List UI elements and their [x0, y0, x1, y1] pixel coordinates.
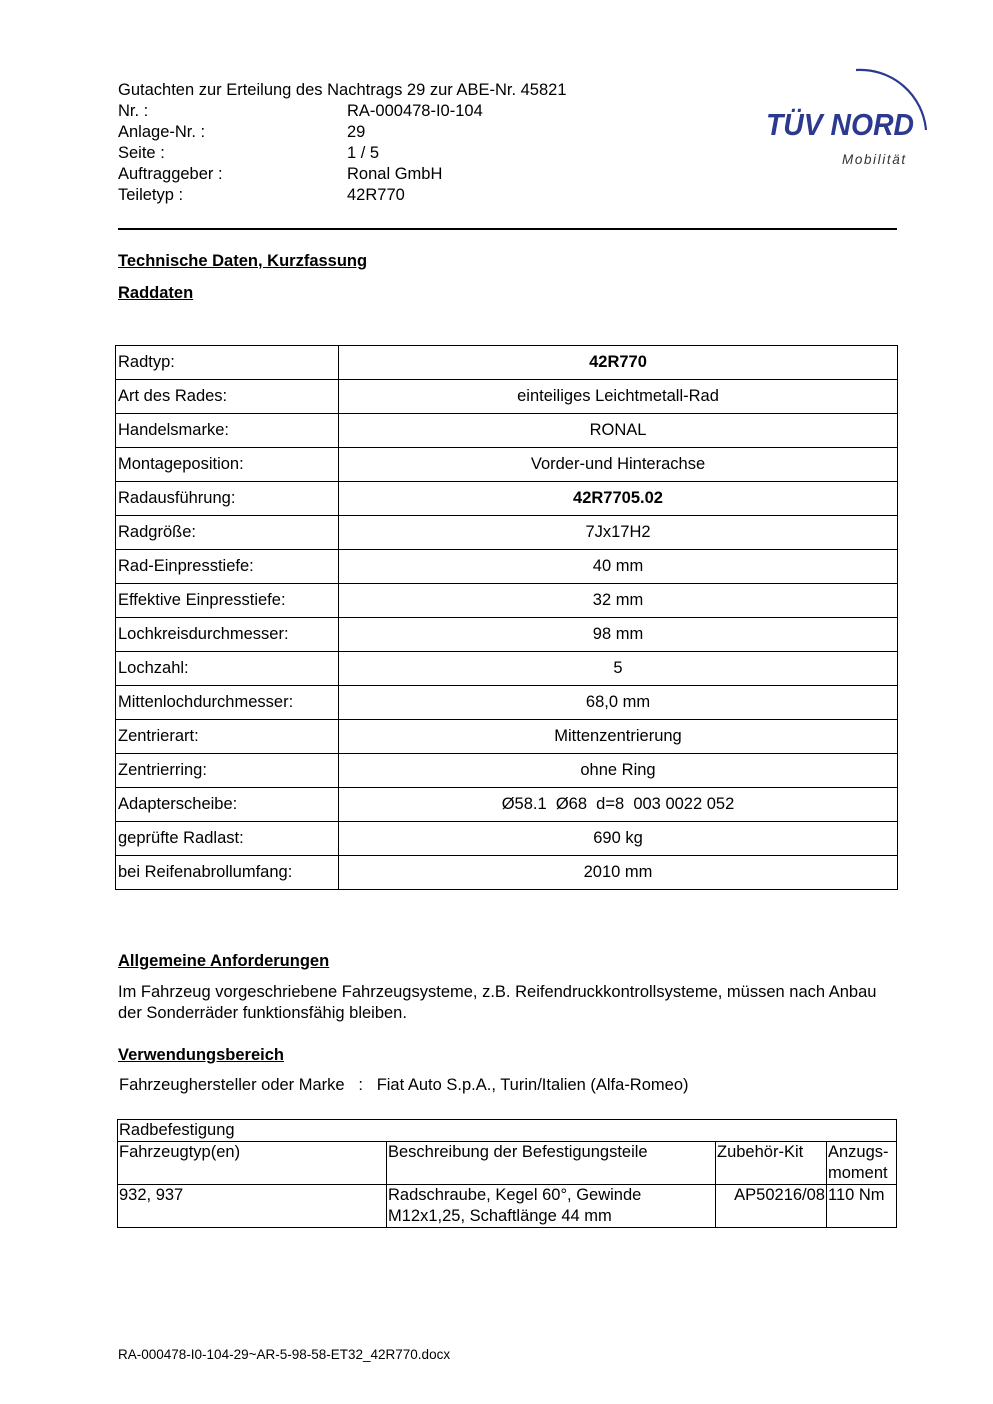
table-title-row [118, 1120, 897, 1142]
row-label: Adapterscheibe: [116, 788, 339, 822]
column-header: Zubehör-Kit [716, 1142, 827, 1185]
row-value: 5 [339, 652, 898, 686]
row-value: Ø58.1 Ø68 d=8 003 0022 052 [339, 788, 898, 822]
header-row [118, 164, 567, 185]
header-row [118, 143, 567, 164]
row-label: Radtyp: [116, 346, 339, 380]
row-label: Radausführung: [116, 482, 339, 516]
header-row [118, 185, 567, 206]
row-value: einteiliges Leichtmetall-Rad [339, 380, 898, 414]
column-header: Fahrzeugtyp(en) [118, 1142, 387, 1185]
document-title: Gutachten zur Erteilung des Nachtrags 29 zur ABE-Nr. 45821 [118, 81, 567, 99]
row-label: Radgröße: [116, 516, 339, 550]
header-value: 29 [347, 123, 366, 141]
row-label: Lochkreisdurchmesser: [116, 618, 339, 652]
header-row [118, 122, 567, 143]
tuv-nord-logo [760, 56, 950, 176]
header-label: Auftraggeber : [118, 165, 223, 183]
row-value: Vorder-und Hinterachse [339, 448, 898, 482]
column-header: Anzugs-moment [827, 1142, 897, 1185]
header-value: 42R770 [347, 186, 405, 204]
table-row [116, 652, 898, 686]
row-label: geprüfte Radlast: [116, 822, 339, 856]
table-row [116, 720, 898, 754]
section-heading-raddaten: Raddaten [118, 284, 194, 302]
table-row [116, 822, 898, 856]
row-value: 42R770 [339, 346, 898, 380]
table-row [116, 516, 898, 550]
row-label: Effektive Einpresstiefe: [116, 584, 339, 618]
row-value: 7Jx17H2 [339, 516, 898, 550]
table-row [116, 584, 898, 618]
row-label: Zentrierart: [116, 720, 339, 754]
row-label: Rad-Einpresstiefe: [116, 550, 339, 584]
header-label: Nr. : [118, 102, 149, 120]
table-row [116, 448, 898, 482]
header-value: 1 / 5 [347, 144, 380, 162]
raddaten-table [115, 345, 898, 890]
row-value: 32 mm [339, 584, 898, 618]
table-header-row [118, 1142, 897, 1185]
requirements-text: Im Fahrzeug vorgeschriebene Fahrzeugsysteme, z.B. Reifendruckkontrollsysteme, müssen nach Anbau der Sonderräder funktionsfähig bleiben. [118, 983, 877, 1022]
row-value: Mittenzentrierung [339, 720, 898, 754]
row-value: RONAL [339, 414, 898, 448]
table-row [116, 346, 898, 380]
header-value: Ronal GmbH [347, 165, 443, 183]
row-value: 42R7705.02 [339, 482, 898, 516]
svg-text:TÜV NORD: TÜV NORD [766, 107, 914, 142]
header-divider [118, 228, 897, 230]
table-row [116, 550, 898, 584]
header-label: Seite : [118, 144, 165, 162]
row-value: 40 mm [339, 550, 898, 584]
row-value: 690 kg [339, 822, 898, 856]
column-header: Beschreibung der Befestigungsteile [387, 1142, 716, 1185]
document-header [118, 80, 567, 206]
header-row [118, 101, 567, 122]
table-row [116, 414, 898, 448]
header-value: RA-000478-I0-104 [347, 102, 483, 120]
row-label: Handelsmarke: [116, 414, 339, 448]
section-heading-requirements: Allgemeine Anforderungen [118, 952, 330, 970]
table-cell: 110 Nm [827, 1185, 897, 1228]
fixing-title: Radbefestigung [118, 1120, 897, 1142]
table-row [116, 380, 898, 414]
header-label: Anlage-Nr. : [118, 123, 206, 141]
row-label: Zentrierring: [116, 754, 339, 788]
table-row [116, 788, 898, 822]
table-row [116, 754, 898, 788]
section-heading-usage: Verwendungsbereich [118, 1046, 284, 1064]
header-label: Teiletyp : [118, 186, 184, 204]
table-cell: Radschraube, Kegel 60°, Gewinde M12x1,25, Schaftlänge 44 mm [387, 1185, 716, 1228]
row-label: Art des Rades: [116, 380, 339, 414]
tuv-nord-logo-graphic [760, 56, 950, 176]
usage-line: Fahrzeughersteller oder Marke : Fiat Auto S.p.A., Turin/Italien (Alfa-Romeo) [119, 1076, 689, 1094]
row-label: Montageposition: [116, 448, 339, 482]
row-value: ohne Ring [339, 754, 898, 788]
table-row [116, 482, 898, 516]
svg-text:Mobilität: Mobilität [842, 152, 907, 167]
section-heading-technical-data: Technische Daten, Kurzfassung [118, 252, 368, 270]
row-value: 98 mm [339, 618, 898, 652]
row-label: bei Reifenabrollumfang: [116, 856, 339, 890]
table-cell: 932, 937 [118, 1185, 387, 1228]
table-cell: AP50216/08 [716, 1185, 827, 1228]
row-value: 2010 mm [339, 856, 898, 890]
fixing-table [117, 1119, 897, 1228]
table-row [116, 856, 898, 890]
row-value: 68,0 mm [339, 686, 898, 720]
table-row [116, 618, 898, 652]
row-label: Mittenlochdurchmesser: [116, 686, 339, 720]
footer-filename: RA-000478-I0-104-29~AR-5-98-58-ET32_42R770.docx [118, 1347, 451, 1362]
row-label: Lochzahl: [116, 652, 339, 686]
table-row [116, 686, 898, 720]
table-row [118, 1185, 897, 1228]
